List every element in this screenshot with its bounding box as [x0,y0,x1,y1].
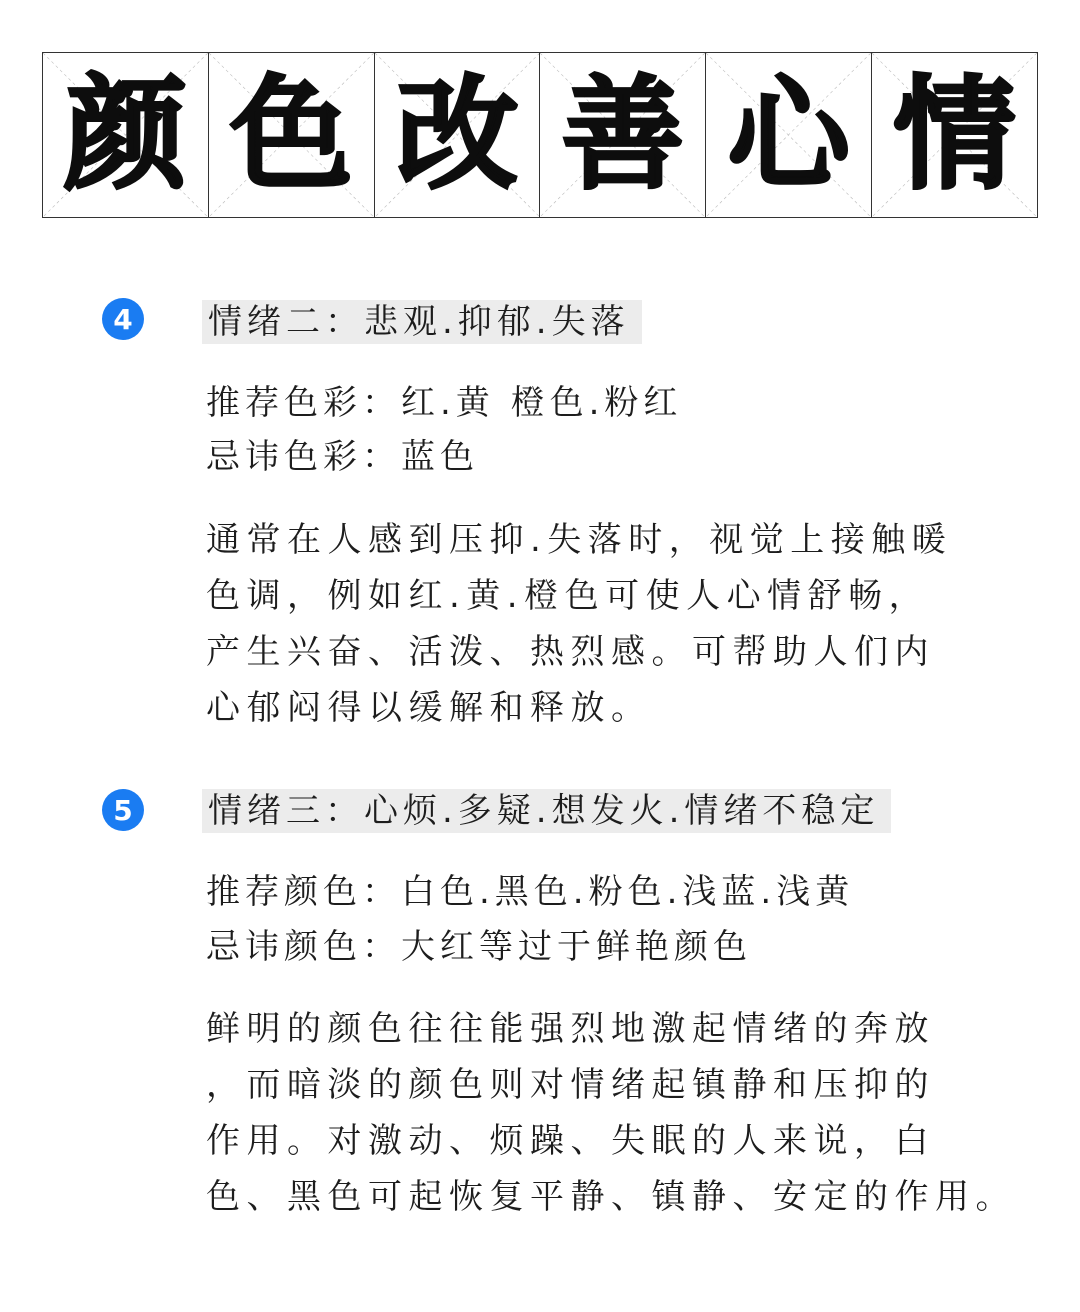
avoid-colors: 忌讳颜色：大红等过于鲜艳颜色 [206,927,752,967]
recommended-colors: 推荐色彩：红.黄 橙色.粉红 [206,383,683,423]
paragraph-line: 作用。对激动、烦躁、失眠的人来说，白 [206,1121,935,1161]
section-paragraph [206,512,966,736]
title-cell [209,53,375,217]
paragraph-line: 鲜明的颜色往往能强烈地激起情绪的奔放 [206,1009,935,1049]
title-char: 颜 [64,64,187,206]
title-char: 色 [230,64,353,206]
title-cell [43,53,209,217]
number-badge: 5 [102,789,144,831]
paragraph-line: 色、黑色可起恢复平静、镇静、安定的作用。 [206,1177,1016,1217]
avoid-colors: 忌讳色彩：蓝色 [206,437,479,477]
paragraph-line: 色调，例如红.黄.橙色可使人心情舒畅， [206,576,930,616]
paragraph-line: 产生兴奋、活泼、热烈感。可帮助人们内 [206,632,935,672]
paragraph-line: 心郁闷得以缓解和释放。 [206,688,652,728]
section-heading: 情绪二：悲观.抑郁.失落 [202,300,642,344]
title-cell [540,53,706,217]
paragraph-line: ，而暗淡的颜色则对情绪起镇静和压抑的 [206,1065,935,1105]
recommended-colors: 推荐颜色：白色.黑色.粉色.浅蓝.浅黄 [206,872,855,912]
number-badge: 4 [102,298,144,340]
section-heading: 情绪三：心烦.多疑.想发火.情绪不稳定 [202,789,891,833]
title-char: 心 [727,64,850,206]
title-char: 情 [893,64,1016,206]
title-char: 改 [396,64,519,206]
title-cell [375,53,541,217]
title-cell [872,53,1037,217]
paragraph-line: 通常在人感到压抑.失落时，视觉上接触暖 [206,520,953,560]
section-paragraph [206,1001,1016,1225]
title-grid [42,52,1038,218]
title-char: 善 [561,64,684,206]
title-cell [706,53,872,217]
